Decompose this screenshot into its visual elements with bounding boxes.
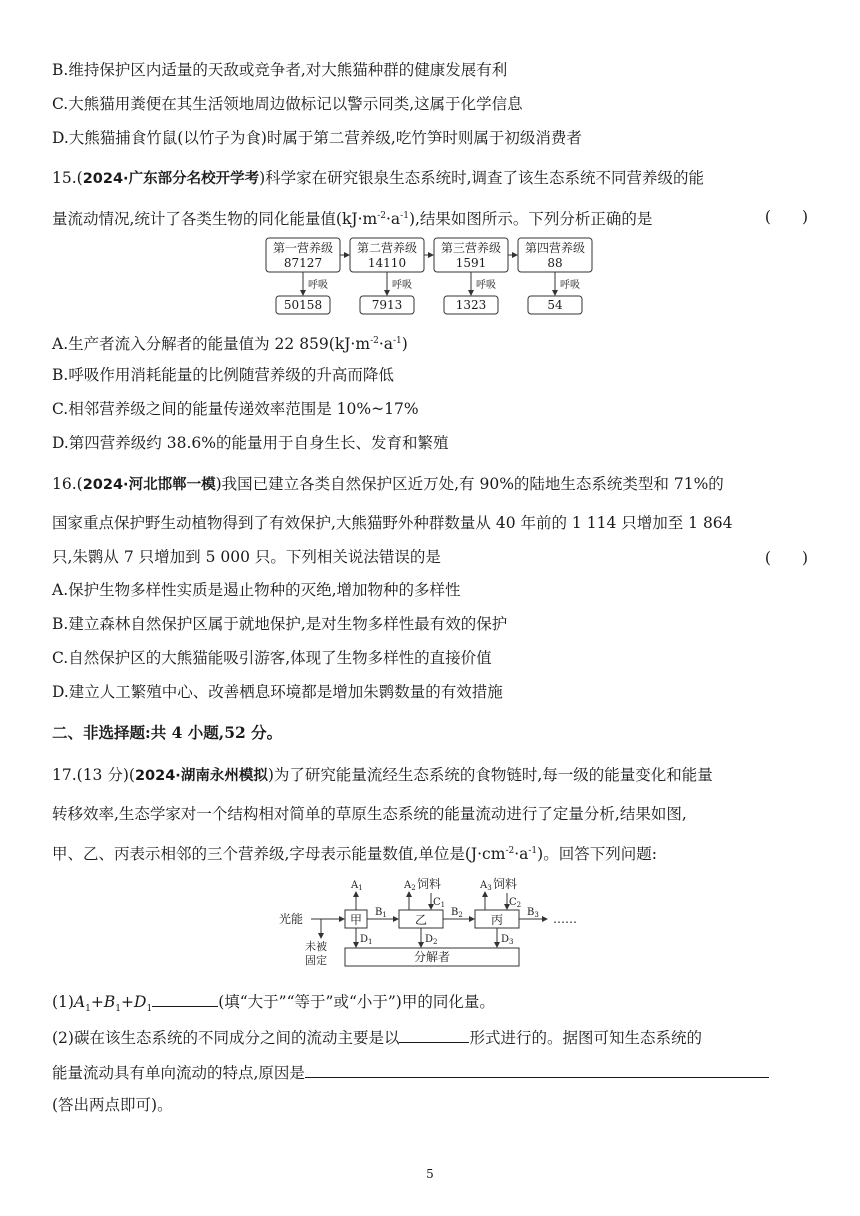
q16-option-c: C.自然保护区的大熊猫能吸引游客,体现了生物多样性的直接价值 bbox=[52, 649, 492, 667]
q15-answer-paren: ( ) bbox=[764, 208, 808, 226]
continuation-dots: …… bbox=[553, 912, 577, 926]
label-d3: $D_3$ bbox=[501, 934, 514, 946]
q15-option-b: B.呼吸作用消耗能量的比例随营养级的升高而降低 bbox=[52, 366, 394, 384]
q17-stem-line2: 转移效率,生态学家对一个结构相对简单的草原生态系统的能量流动进行了定量分析,结果如图, bbox=[52, 805, 687, 823]
resp3-value: 1323 bbox=[455, 298, 487, 312]
label-d2: $D_2$ bbox=[425, 934, 438, 946]
resp4-value: 54 bbox=[547, 298, 563, 312]
q17-sub2-blank2[interactable] bbox=[305, 1061, 769, 1078]
jia-label: 甲 bbox=[349, 913, 363, 927]
q16-stem-line3: 只,朱鹮从 7 只增加到 5 000 只。下列相关说法错误的是 bbox=[52, 548, 441, 566]
resp-label-2: 呼吸 bbox=[392, 280, 412, 291]
level3-name: 第三营养级 bbox=[440, 241, 502, 255]
q16-option-d: D.建立人工繁殖中心、改善栖息环境都是增加朱鹮数量的有效措施 bbox=[52, 683, 503, 701]
label-a2: $A_2$ bbox=[404, 880, 416, 892]
q17-stem-line1: 17.(13 分)(2024·湖南永州模拟)为了研究能量流经生态系统的食物链时,每一级的能量变化和能量 bbox=[52, 766, 713, 784]
label-c2: $C_2$ bbox=[509, 897, 522, 909]
q16-option-a: A.保护生物多样性实质是遏止物种的灭绝,增加物种的多样性 bbox=[52, 581, 461, 599]
q15-option-a: A.生产者流入分解者的能量值为 22 $859(kJ\cdot m^{-2}\cdot a^{-1})$ bbox=[52, 335, 408, 354]
yi-label: 乙 bbox=[414, 913, 428, 927]
section-heading: 二、非选择题:共 4 小题,52 分。 bbox=[52, 723, 283, 742]
q17-sub1: $(1)A_1+B_1+D_1$ (填“大于”“等于”或“小于”)甲的同化量。 bbox=[52, 990, 495, 1020]
q16-answer-paren: ( ) bbox=[764, 549, 808, 567]
q15-stem-line1: 15.(2024·广东部分名校开学考)科学家在研究银泉生态系统时,调查了该生态系统不同营养级的能 bbox=[52, 169, 705, 187]
level4-value: 88 bbox=[547, 256, 563, 270]
label-b1: $B_1$ bbox=[375, 907, 387, 919]
q15-option-c: C.相邻营养级之间的能量传递效率范围是 10%~17% bbox=[52, 400, 419, 418]
light-energy-label: 光能 bbox=[279, 912, 304, 926]
level2-value: 14110 bbox=[367, 256, 407, 270]
bing-label: 丙 bbox=[490, 913, 504, 927]
label-b3: $B_3$ bbox=[527, 907, 539, 919]
q15-source: 2024·广东部分名校开学考 bbox=[82, 171, 260, 187]
q16-source: 2024·河北邯郸一模 bbox=[82, 477, 216, 493]
feed-label-1: 饲料 bbox=[417, 877, 442, 891]
q15-stem-line2: 量流动情况,统计了各类生物的同化能量值$(kJ\cdot m^{-2}\cdot a^{-1})$,结果如图所示。下列分析正确的是 bbox=[52, 210, 653, 229]
q17-sub1-blank[interactable] bbox=[152, 990, 218, 1007]
unfixed-label-1: 未被 bbox=[305, 940, 327, 953]
level4-name: 第四营养级 bbox=[524, 241, 586, 255]
q16-stem-line2: 国家重点保护野生动植物得到了有效保护,大熊猫野外种群数量从 40 年前的 1 114 只增加至 1 864 bbox=[52, 514, 733, 532]
level3-value: 1591 bbox=[455, 256, 487, 270]
unfixed-label-2: 固定 bbox=[305, 954, 327, 967]
label-c1: $C_1$ bbox=[433, 897, 446, 909]
q14-option-d: D.大熊猫捕食竹鼠(以竹子为食)时属于第二营养级,吃竹笋时则属于初级消费者 bbox=[52, 129, 582, 147]
label-a3: $A_3$ bbox=[480, 880, 492, 892]
q15-option-d: D.第四营养级约 38.6%的能量用于自身生长、发育和繁殖 bbox=[52, 434, 449, 452]
label-d1: $D_1$ bbox=[360, 934, 373, 946]
label-a1: $A_1$ bbox=[351, 880, 363, 892]
page-number: 5 bbox=[426, 1167, 434, 1181]
resp-label-3: 呼吸 bbox=[476, 280, 496, 291]
q17-energy-flow-diagram bbox=[275, 872, 600, 972]
level1-value: 87127 bbox=[283, 256, 323, 270]
q14-option-b: B.维持保护区内适量的天敌或竞争者,对大熊猫种群的健康发展有利 bbox=[52, 61, 508, 79]
q17-sub2-line1: (2)碳在该生态系统的不同成分之间的流动主要是以 形式进行的。据图可知生态系统的 bbox=[52, 1026, 702, 1049]
q16-stem-line1: 16.(2024·河北邯郸一模)我国已建立各类自然保护区近万处,有 90%的陆地生态系统类型和 71%的 bbox=[52, 475, 724, 493]
resp-label-4: 呼吸 bbox=[560, 280, 580, 291]
q17-sub2-blank1[interactable] bbox=[399, 1026, 469, 1043]
resp-label-1: 呼吸 bbox=[308, 280, 328, 291]
q14-option-c: C.大熊猫用粪便在其生活领地周边做标记以警示同类,这属于化学信息 bbox=[52, 95, 523, 113]
level1-name: 第一营养级 bbox=[272, 241, 334, 255]
level2-name: 第二营养级 bbox=[356, 241, 418, 255]
q17-sub2-line3: (答出两点即可)。 bbox=[52, 1096, 173, 1114]
resp1-value: 50158 bbox=[283, 298, 323, 312]
q16-option-b: B.建立森林自然保护区属于就地保护,是对生物多样性最有效的保护 bbox=[52, 615, 508, 633]
q17-stem-line3: 甲、乙、丙表示相邻的三个营养级,字母表示能量数值,单位是$(J\cdot cm^{-2}\cdot a^{-1})$。回答下列问题: bbox=[52, 845, 657, 864]
q17-source: 2024·湖南永州模拟 bbox=[134, 768, 268, 784]
label-b2: $B_2$ bbox=[451, 907, 463, 919]
feed-label-2: 饲料 bbox=[493, 877, 518, 891]
q17-sub2-line2: 能量流动具有单向流动的特点,原因是 bbox=[52, 1061, 769, 1084]
resp2-value: 7913 bbox=[371, 298, 403, 312]
decomposer-label: 分解者 bbox=[413, 950, 451, 964]
q15-energy-flow-diagram bbox=[262, 236, 594, 318]
